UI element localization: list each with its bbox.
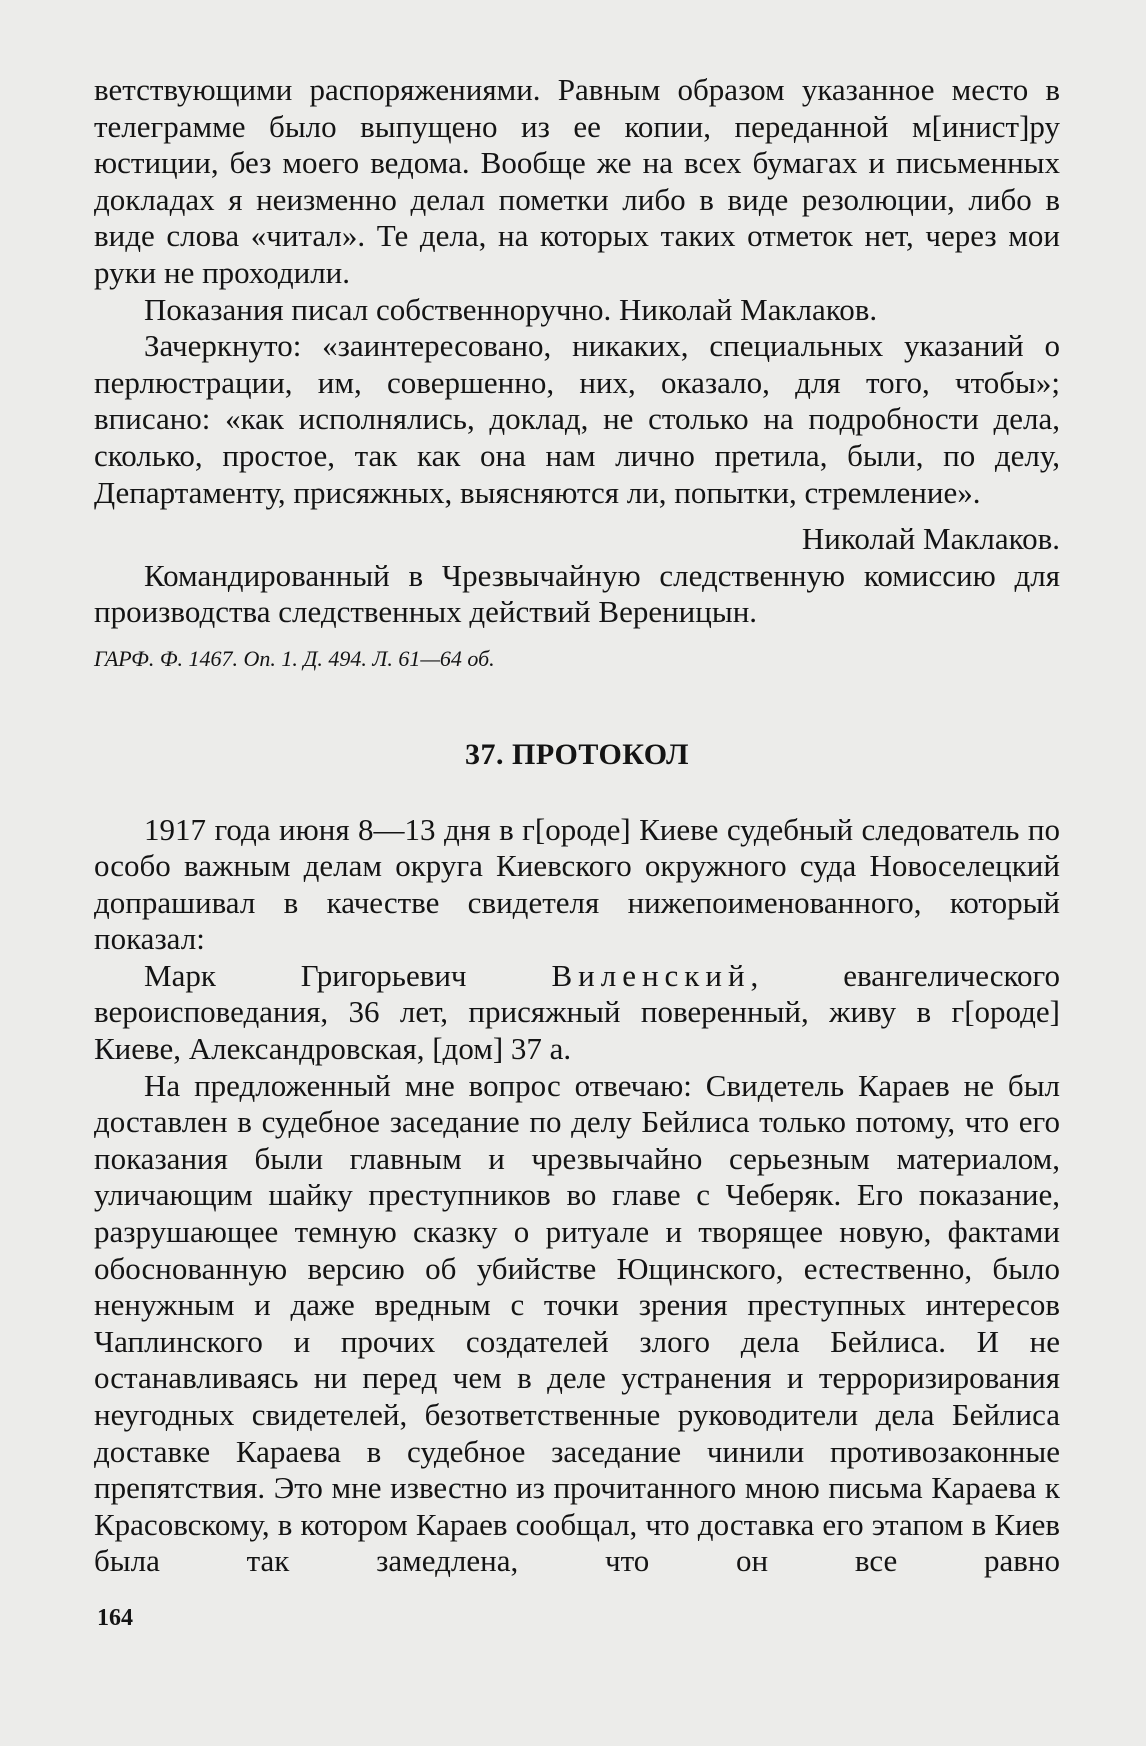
paragraph-handwritten-note: Показания писал собственноручно. Николай Маклаков. [144,291,878,327]
witness-first-name: Марк Григорьевич [144,957,467,993]
text-column [94,72,1060,1580]
paragraph-witness-identity [94,958,1060,1068]
section-heading: 37. ПРОТОКОЛ [465,737,689,771]
paragraph-continuation: ветствующими распоряжениями. Равным образом указанное место в телеграмме было выпущено из ее копии, переданной м[инист]ру юстиции, без моего ведома. Вообще же на всех бумагах и письменных докладах я неизменно делал пометки либо в виде резолюции, либо в виде слова «читал». Те дела, на которых таких отметок нет, через мои руки не проходили. [94,72,1060,290]
paragraph-commissioner: Командированный в Чрезвычайную следственную комиссию для производства следственных действий Вереницын. [94,557,1060,630]
paragraph-protocol-intro: 1917 года июня 8—13 дня в г[ороде] Киеве судебный следователь по особо важным делам округа Киевского окружного суда Новоселецкий допрашивал в качестве свидетеля нижепоименованного, который показал: [94,811,1060,957]
paragraph-testimony: На предложенный мне вопрос отвечаю: Свидетель Караев не был доставлен в судебное заседание по делу Бейлиса только потому, что его показания были главным и чрезвычайно серьезным материалом, уличающим шайку преступников во главе с Чеберяк. Его показание, разрушающее темную сказку о ритуале и творящее новую, фактами обоснованную версию об убийстве Ющинского, естественно, было ненужным и даже вредным с точки зрения преступных интересов Чаплинского и прочих создателей злого дела Бейлиса. И не останавливаясь ни перед чем в деле устранения и терроризирования неугодных свидетелей, безответственные руководители дела Бейлиса доставке Караева в судебное заседание чинили противозаконные препятствия. Это мне известно из прочитанного мною письма Караева к Красовскому, в котором Караев сообщал, что доставка его этапом в Киев была так замедлена, что он все равно [94,1067,1060,1579]
witness-details: , евангелического вероисповедания, 36 лет, присяжный поверенный, живу в г[ороде] Киеве, Александровская, [дом] 37 а. [94,957,1060,1067]
witness-surname: Виленский [551,957,751,993]
paragraph-corrections: Зачеркнуто: «заинтересовано, никаких, специальных указаний о перлюстрации, им, совершенно, них, оказало, для того, чтобы»; вписано: «как исполнялись, доклад, не столько на подробности дела, сколько, простое, так как она нам лично претила, были, по делу, Департаменту, присяжных, выясняются ли, попытки, стремление». [94,328,1060,510]
signature: Николай Маклаков. [801,521,1060,557]
page-number: 164 [97,1605,133,1631]
archive-reference: ГАРФ. Ф. 1467. Оп. 1. Д. 494. Л. 61—64 об. [94,645,495,671]
